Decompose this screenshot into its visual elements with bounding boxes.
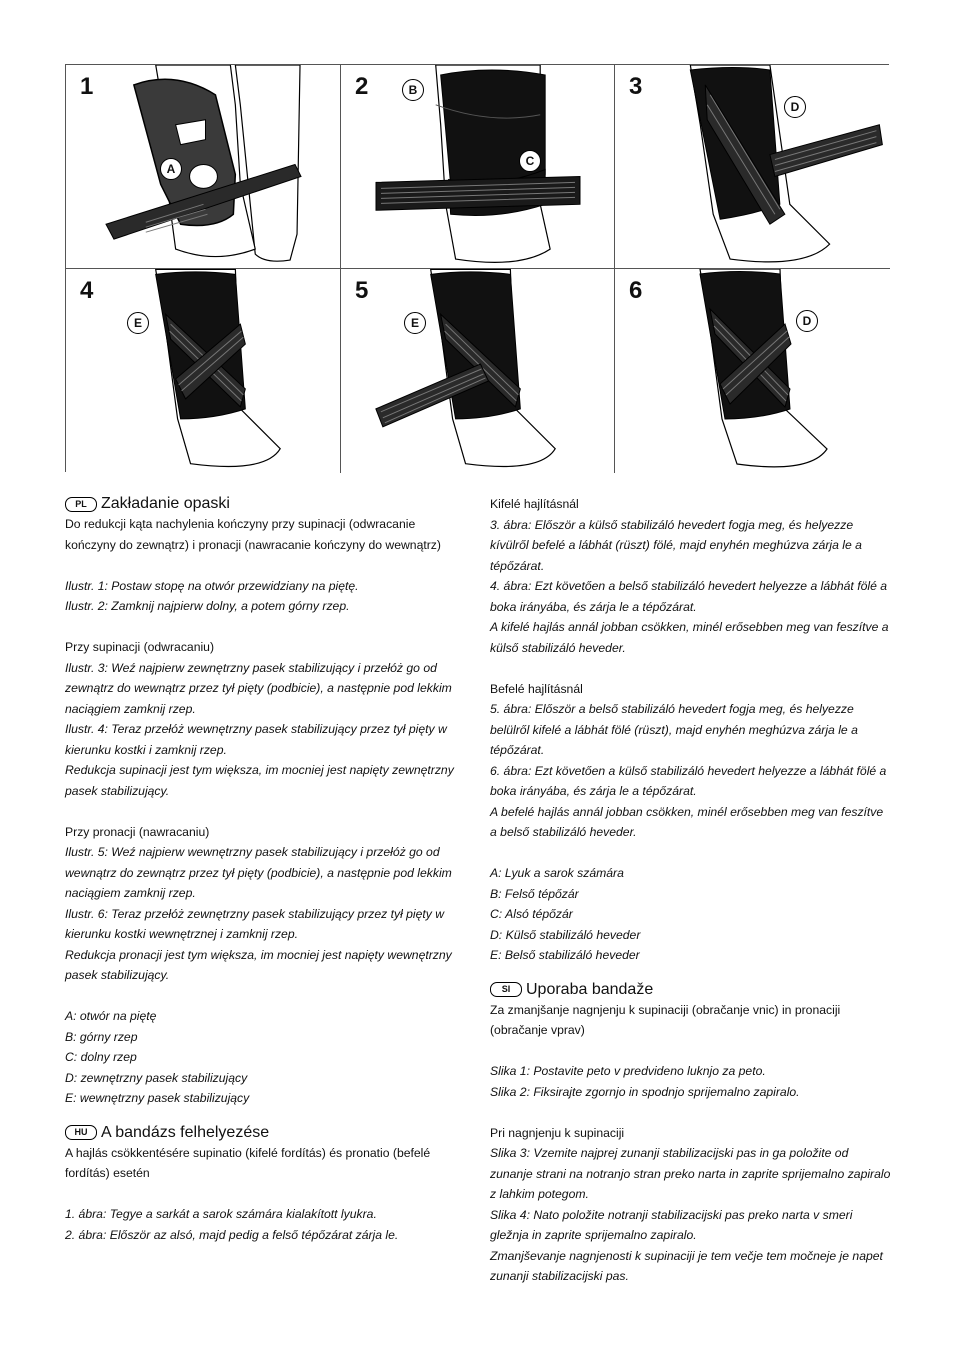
- callout-b: B: [402, 79, 424, 101]
- instruction-line: 2. ábra: Először az alsó, majd pedig a felső tépőzárat zárja le.: [65, 1227, 399, 1242]
- subheading: Kifelé hajlításnál: [490, 497, 579, 511]
- section-title-hu: [65, 1123, 467, 1143]
- figure-panel-5: [341, 269, 615, 473]
- panel-number: 5: [355, 277, 369, 304]
- callout-d: D: [784, 96, 806, 118]
- figure-panel-3: [615, 65, 890, 269]
- figure-grid: [65, 64, 889, 472]
- figure-panel-6: [615, 269, 890, 473]
- legend-item: D: zewnętrzny pasek stabilizujący: [65, 1070, 248, 1085]
- instruction-line: 3. ábra: Először a külső stabilizáló hevedert fogja meg, és helyezze kívülről befelé a lábhát (rüszt) fölé, majd enyhén meghúzva zárja le a tépőzárat.: [490, 517, 862, 573]
- instruction-line: Ilustr. 4: Teraz przełóż wewnętrzny pasek stabilizujący przez tył pięty w kierunku kostki i zamknij rzep.: [65, 722, 447, 757]
- instruction-line: Ilustr. 5: Weź najpierw wewnętrzny pasek stabilizujący i przełóż go od wewnątrz do zewnątrz przez tył pięty (podbicie), a następnie pod lekkim naciągiem zamknij rzep.: [65, 845, 452, 900]
- instruction-line: Redukcja supinacji jest tym większa, im mocniej jest napięty zewnętrzny pasek stabilizujący.: [65, 763, 454, 798]
- instruction-line: Redukcja pronacji jest tym większa, im mocniej jest napięty wewnętrzny pasek stabilizujący.: [65, 947, 452, 982]
- ankle-illustration: [341, 65, 614, 268]
- instruction-line: Ilustr. 6: Teraz przełóż zewnętrzny pasek stabilizujący przez tył pięty w kierunku kostki wewnętrznej i zamknij rzep.: [65, 906, 445, 941]
- subheading: Befelé hajlításnál: [490, 681, 583, 696]
- section-title-si: [490, 980, 892, 1000]
- left-column: [65, 494, 467, 1245]
- legend-item: A: Lyuk a sarok számára: [490, 866, 624, 880]
- panel-number: 6: [629, 277, 643, 304]
- figure-panel-1: [66, 65, 341, 269]
- instruction-line: A befelé hajlás annál jobban csökken, minél erősebben meg van feszítve a belső stabilizáló heveder.: [490, 804, 884, 839]
- instruction-line: Slika 3: Vzemite najprej zunanji stabilizacijski pas in ga položite od zunanje strani na notranjo stran preko narta in zaprite sprijemalno zapiralo z lahkim potegom.: [490, 1146, 891, 1201]
- subheading: Przy pronacji (nawracaniu): [65, 824, 210, 839]
- panel-number: 2: [355, 73, 369, 100]
- section-lead: A hajlás csökkentésére supinatio (kifelé fordítás) és pronatio (befelé fordítás) esetén: [65, 1145, 431, 1180]
- callout-d: D: [796, 310, 818, 332]
- panel-number: 3: [629, 73, 643, 100]
- legend-item: C: Alsó tépőzár: [490, 907, 573, 921]
- ankle-illustration: [66, 65, 340, 268]
- instruction-line: Ilustr. 3: Weź najpierw zewnętrzny pasek stabilizujący i przełóż go od zewnątrz do wewnątrz przez tył pięty (podbicie), a następnie pod lekkim naciągiem zamknij rzep.: [65, 660, 452, 716]
- figure-panel-4: [66, 269, 341, 473]
- ankle-illustration: [341, 269, 614, 473]
- instruction-line: 6. ábra: Ezt követően a külső stabilizáló hevedert helyezze a lábhát fölé a boka irányába, és zárja le a tépőzárat.: [490, 763, 887, 798]
- callout-c: C: [519, 150, 541, 172]
- section-title-text: Uporaba bandaže: [526, 980, 654, 998]
- legend-item: B: górny rzep: [65, 1029, 138, 1044]
- instruction-line: Ilustr. 2: Zamknij najpierw dolny, a potem górny rzep.: [65, 599, 350, 613]
- language-badge: HU: [65, 1125, 97, 1140]
- legend-item: D: Külső stabilizáló heveder: [490, 927, 641, 942]
- figure-panel-2: [341, 65, 615, 269]
- legend-item: A: otwór na piętę: [65, 1009, 157, 1023]
- legend-item: E: wewnętrzny pasek stabilizujący: [65, 1091, 250, 1105]
- subheading: Przy supinacji (odwracaniu): [65, 640, 215, 654]
- section-title-text: A bandázs felhelyezése: [101, 1123, 270, 1141]
- callout-a: A: [160, 158, 182, 180]
- section-lead: Do redukcji kąta nachylenia kończyny przy supinacji (odwracanie kończyny do zewnątrz) i pronacji (nawracanie kończyny do wewnątrz): [65, 517, 441, 552]
- callout-e: E: [127, 312, 149, 334]
- instruction-line: Slika 4: Nato položite notranji stabilizacijski pas preko narta v smeri gležnja in zaprite sprijemalno zapiralo.: [490, 1207, 853, 1242]
- instruction-line: Ilustr. 1: Postaw stopę na otwór przewidziany na piętę.: [65, 578, 359, 593]
- ankle-illustration: [66, 269, 340, 473]
- instruction-line: Zmanjševanje nagnjenosti k supinaciji je tem večje tem močneje je napet zunanji stabilizacijski pas.: [490, 1248, 883, 1283]
- language-badge: PL: [65, 497, 97, 512]
- panel-number: 4: [80, 277, 94, 304]
- section-title-pl: [65, 494, 467, 514]
- subheading: Pri nagnjenju k supinaciji: [490, 1125, 625, 1140]
- instruction-line: A kifelé hajlás annál jobban csökken, minél erősebben meg van feszítve a külső stabilizáló heveder.: [490, 620, 889, 655]
- legend-item: C: dolny rzep: [65, 1050, 137, 1064]
- ankle-illustration: [615, 65, 890, 268]
- section-title-text: Zakładanie opaski: [101, 495, 230, 512]
- instruction-line: 1. ábra: Tegye a sarkát a sarok számára kialakított lyukra.: [65, 1207, 377, 1221]
- callout-e: E: [404, 312, 426, 334]
- right-column: [490, 494, 892, 1287]
- section-lead: Za zmanjšanje nagnjenju k supinaciji (obračanje vnic) in pronaciji (obračanje vprav): [490, 1002, 841, 1037]
- instruction-line: 4. ábra: Ezt követően a belső stabilizáló hevedert helyezze a lábhát fölé a boka irányába, és zárja le a tépőzárat.: [490, 579, 888, 614]
- instruction-line: 5. ábra: Először a belső stabilizáló hevedert fogja meg, és helyezze belülről kifelé a lábhát fölé (rüszt), majd enyhén meghúzva zárja le a tépőzárat.: [490, 702, 858, 757]
- instruction-line: Slika 1: Postavite peto v predvideno luknjo za peto.: [490, 1064, 766, 1078]
- language-badge: SI: [490, 982, 522, 997]
- legend-item: B: Felső tépőzár: [490, 886, 579, 901]
- panel-number: 1: [80, 73, 94, 100]
- instruction-line: Slika 2: Fiksirajte zgornjo in spodnjo sprijemalno zapiralo.: [490, 1084, 800, 1099]
- legend-item: E: Belső stabilizáló heveder: [490, 948, 640, 962]
- ankle-illustration: [615, 269, 890, 473]
